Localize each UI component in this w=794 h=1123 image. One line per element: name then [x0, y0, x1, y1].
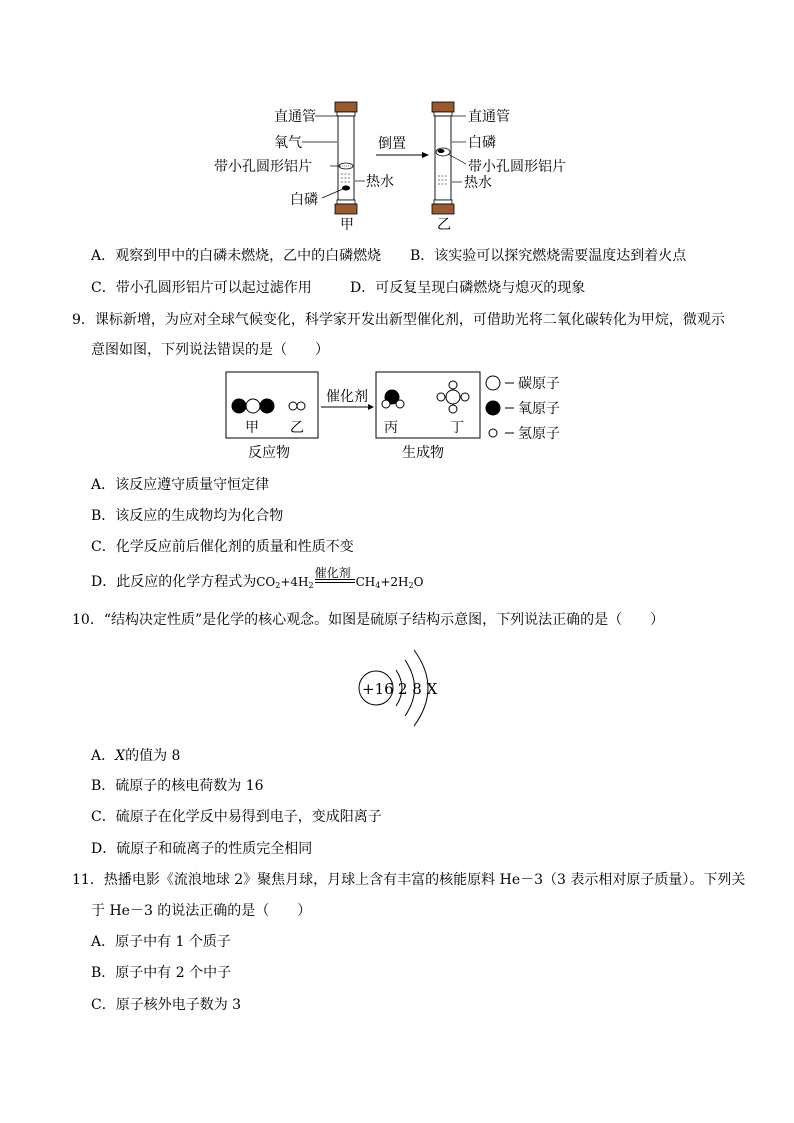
label-tube-right: 直通管: [468, 109, 510, 125]
shell-electrons: 2 8 X: [398, 680, 438, 698]
carbon-atom-icon: [446, 390, 460, 404]
q11-stem-line2: 于 He－3 的说法正确的是（ ）: [91, 903, 312, 919]
label-tube-left: 直通管: [274, 109, 316, 125]
legend-hydrogen: 氢原子: [518, 426, 560, 442]
legend-oxygen: 氧原子: [518, 401, 560, 417]
catalyst-label: 催化剂: [314, 566, 351, 580]
label-phosphorus-left: 白磷: [290, 192, 318, 208]
legend-oxygen-icon: [486, 401, 500, 415]
label-plate-right: 带小孔圆形铝片: [468, 159, 566, 175]
label-water-left: 热水: [366, 174, 394, 190]
label-plate-left: 带小孔圆形铝片: [214, 159, 312, 175]
sulfur-atom-structure: [350, 640, 450, 736]
caption-jia: 甲: [340, 217, 354, 233]
carbon-atom-icon: [246, 399, 260, 413]
hydrogen-atom-icon: [396, 400, 404, 408]
q10-option-c[interactable]: C．硫原子在化学反中易得到电子，变成阳离子: [91, 809, 382, 825]
arrow-head-icon: [422, 152, 429, 158]
q8-option-c[interactable]: C．带小孔圆形铝片可以起过滤作用: [91, 280, 312, 296]
label-bing: 丙: [384, 420, 398, 436]
q11-option-a[interactable]: A．原子中有 1 个质子: [91, 934, 231, 950]
legend-carbon-icon: [486, 376, 500, 390]
q9-stem-line2: 意图如图，下列说法错误的是（ ）: [91, 342, 329, 358]
q9-option-d-prefix: D．此反应的化学方程式为: [91, 574, 257, 590]
q8-option-b[interactable]: B．该实验可以探究燃烧需要温度达到着火点: [410, 248, 687, 264]
catalyst-arrow: [314, 566, 355, 586]
reactants-caption: 反应物: [248, 445, 290, 461]
arrow-head-icon: [368, 404, 374, 410]
q9-option-b[interactable]: B．该反应的生成物均为化合物: [91, 508, 284, 524]
label-catalyst: 催化剂: [326, 389, 368, 405]
q9-option-a[interactable]: A．该反应遵守质量守恒定律: [91, 477, 270, 493]
hydrogen-atom-icon: [461, 393, 469, 401]
q10-stem: 10．“结构决定性质”是化学的核心观念。如图是硫原子结构示意图，下列说法正确的是（ ）: [72, 612, 665, 628]
hydrogen-atom-icon: [437, 393, 445, 401]
q8-option-d[interactable]: D．可反复呈现白磷燃烧与熄灭的现象: [350, 280, 586, 296]
hydrogen-atom-icon: [449, 381, 457, 389]
formula-products: $CH_4+2H_2O$: [355, 575, 424, 590]
oxygen-atom-icon: [232, 399, 246, 413]
label-yi: 乙: [290, 420, 304, 436]
q11-option-c[interactable]: C．原子核外电子数为 3: [91, 997, 242, 1013]
label-invert: 倒置: [378, 136, 406, 152]
label-phosphorus-right: 白磷: [468, 135, 496, 151]
formula-co2: $CO_2+4H_2$: [256, 575, 314, 590]
tube-jia: [335, 102, 357, 214]
q10-option-a[interactable]: A．X的值为 8: [91, 748, 181, 764]
q9-stem-line1: 9．课标新增，为应对全球气候变化，科学家开发出新型催化剂，可借助光将二氧化碳转化为甲烷，微观示: [72, 312, 725, 328]
q10-option-b[interactable]: B．硫原子的核电荷数为 16: [91, 778, 264, 794]
q9-option-c[interactable]: C．化学反应前后催化剂的质量和性质不变: [91, 539, 354, 555]
label-oxygen: 氧气: [274, 135, 302, 151]
legend-carbon: 碳原子: [518, 376, 560, 392]
q8-option-a[interactable]: A．观察到甲中的白磷未燃烧，乙中的白磷燃烧: [91, 248, 382, 264]
label-jia: 甲: [245, 420, 259, 436]
hydrogen-atom-icon: [297, 402, 305, 410]
tube-yi: [432, 102, 454, 214]
caption-yi: 乙: [437, 217, 451, 233]
hydrogen-atom-icon: [382, 400, 390, 408]
nucleus-charge: +16: [362, 680, 394, 698]
q11-option-b[interactable]: B．原子中有 2 个中子: [91, 965, 232, 981]
q11-stem-line1: 11．热播电影《流浪地球 2》聚焦月球，月球上含有丰富的核能原料 He－3（3 表示相对原子质量）。下列关: [72, 872, 746, 888]
q10-option-d[interactable]: D．硫原子和硫离子的性质完全相同: [91, 841, 313, 857]
hydrogen-atom-icon: [289, 402, 297, 410]
combustion-experiment-figure: [200, 96, 620, 236]
q9-option-d[interactable]: [91, 566, 424, 595]
hydrogen-atom-icon: [449, 405, 457, 413]
label-water-right: 热水: [464, 175, 492, 191]
oxygen-atom-icon: [260, 399, 274, 413]
methane-reaction-diagram: [224, 370, 584, 466]
products-caption: 生成物: [402, 445, 444, 461]
legend-hydrogen-icon: [489, 429, 497, 437]
label-ding: 丁: [450, 420, 464, 436]
